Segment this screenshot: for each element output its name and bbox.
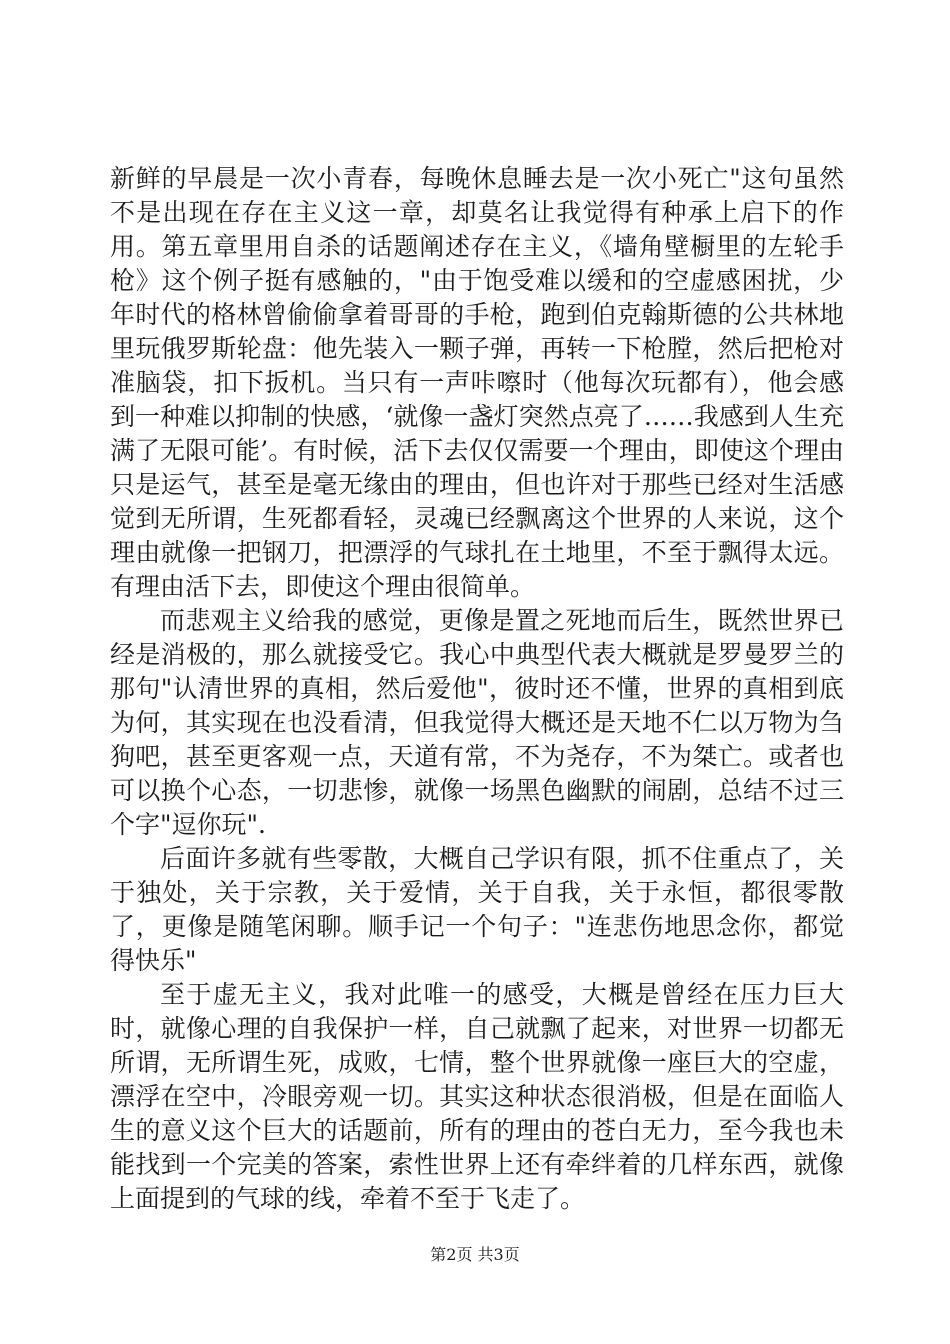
paragraph-2: 而悲观主义给我的感觉，更像是置之死地而后生，既然世界已经是消极的，那么就接受它。我心中典型代表大概就是罗曼罗兰的那句"认清世界的真相，然后爱他"，彼时还不懂，世界的真相到底为何，其实现在也没看清，但我觉得大概还是天地不仁以万物为刍狗吧，甚至更客观一点，天道有常，不为尧存，不为桀亡。或者也可以换个心态，一切悲惨，就像一场黑色幽默的闹剧，总结不过三个字"逗你玩". — [110, 606, 844, 839]
page-number-footer: 第2页 共3页 — [430, 1245, 520, 1264]
paragraph-4: 至于虚无主义，我对此唯一的感受，大概是曾经在压力巨大时，就像心理的自我保护一样，自己就飘了起来，对世界一切都无所谓，无所谓生死，成败，七情，整个世界就像一座巨大的空虚，漂浮在空中，冷眼旁观一切。其实这种状态很消极，但是在面临人生的意义这个巨大的话题前，所有的理由的苍白无力，至今我也未能找到一个完美的答案，索性世界上还有牵绊着的几样东西，就像上面提到的气球的线，牵着不至于飞走了。 — [110, 980, 844, 1213]
paragraph-1: 新鲜的早晨是一次小青春，每晚休息睡去是一次小死亡"这句虽然不是出现在存在主义这一章，却莫名让我觉得有种承上启下的作用。第五章里用自杀的话题阐述存在主义，《墙角壁橱里的左轮手枪》这个例子挺有感触的，"由于饱受难以缓和的空虚感困扰，少年时代的格林曾偷偷拿着哥哥的手枪，跑到伯克翰斯德的公共林地里玩俄罗斯轮盘：他先装入一颗子弹，再转一下枪膛，然后把枪对准脑袋，扣下扳机。当只有一声咔嚓时（他每次玩都有），他会感到一种难以抑制的快感，‘就像一盏灯突然点亮了……我感到人生充满了无限可能’。有时候，活下去仅仅需要一个理由，即使这个理由只是运气，甚至是毫无缘由的理由，但也许对于那些已经对生活感觉到无所谓，生死都看轻，灵魂已经飘离这个世界的人来说，这个理由就像一把钢刀，把漂浮的气球扎在土地里，不至于飘得太远。有理由活下去，即使这个理由很简单。 — [110, 164, 844, 601]
body-text — [110, 162, 844, 1216]
paragraph-3: 后面许多就有些零散，大概自己学识有限，抓不住重点了，关于独处，关于宗教，关于爱情，关于自我，关于永恒，都很零散了，更像是随笔闲聊。顺手记一个句子："连悲伤地思念你，都觉得快乐" — [110, 844, 844, 975]
